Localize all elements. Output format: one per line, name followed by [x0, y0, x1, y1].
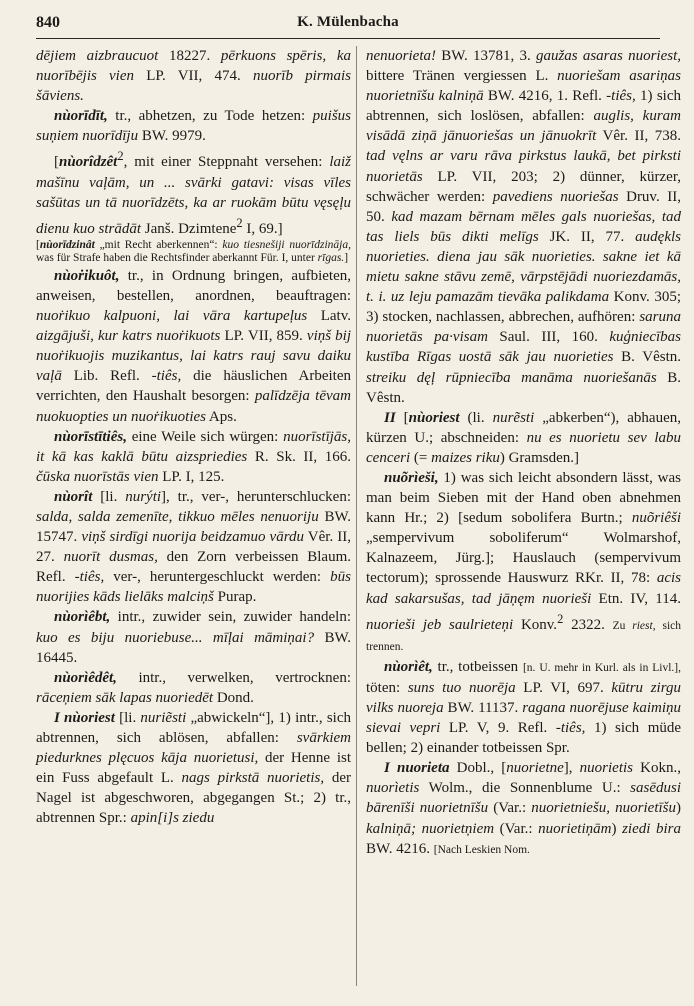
running-title: K. Mülenbacha	[297, 14, 399, 30]
dictionary-entry: nùorît [li. nurýti], tr., ver-, herunterschlucken: salda, salda zemenīte, tikkuo mēles nenuoriju BW. 15747. viņš sirdīgi nuorija beidzamuo vārdu Vêr. II, 27. nuorīt dusmas, den Zorn verbeissen Blaum. Refl. -tiês, ver-, heruntergeschluckt werden: būs nuorijies kāds lielāks malciņš Purap.	[36, 488, 352, 606]
dictionary-entry: nenuorieta! BW. 13781, 3. gaužas asaras nuoriest, bittere Tränen vergiessen L. nuoriešam asariņas nuorietnīšu kalniņā BW. 4216, 1. Refl. -tiês, 1) sich abtrennen, sich loslösen, abfallen: auglis, kuram visādā ziņā jānuoriešas un jānuokrīt Vêr. II, 738. tad vęlns ar varu rāva pirkstus laukā, bet pirksti nuorietās LP. VII, 203; 2) dünner, kürzer, schwächer werden: pavediens nuoriešas Druv. II, 50. kad mazam bērnam mēles gals nuoriešas, tad tas liels būs dikti melīgs JK. II, 77. audękls nuorieties. diena jau sāk nuorieties. sakne iet kā mietu sakne stāvu zemē, vārpstējādi nuoriezdamās, t. i. uz leju pamazām tievāka palikdama Konv. 305; 3) stocken, nachlassen, abbrechen, aufhören: saruna nuorietās pa·visam Saul. III, 160. kuģniecības kustība Rīgas uostā sāk jau nuorieties B. Vêstn. streiku dęļ rūpniecība manāma nuoriešanās B. Vêstn.	[366, 48, 682, 406]
column-divider	[356, 46, 357, 986]
dictionary-entry: nùorīdīt, tr., abhetzen, zu Tode hetzen: puišus suņiem nuorīdīju BW. 9979.	[36, 108, 351, 145]
dictionary-entry: nùorìêt, tr., totbeissen [n. U. mehr in Kurl. als in Livl.], töten: suns tuo nuorēja LP. VI, 697. kūtru zirgu vilks nuoreja BW. 11137. ragana nuorējuse kaimiņu sievai vepri LP. V, 9. Refl. -tiês, 1) sich müde bellen; 2) einander totbeissen Spr.	[366, 658, 682, 757]
dictionary-entry: [nùorīdzinât „mit Recht aberkennen“: kuo tiesnešiji nuorīdzināja, was für Strafe haben die Rechtsfinder aberkannt Für. I, unter rīgas.]	[36, 238, 351, 265]
dictionary-entry: nùorìêbt, intr., zuwider sein, zuwider handeln: kuo es biju nuoriebuse... mīļai māmiņai? BW. 16445.	[36, 609, 351, 666]
dictionary-entry: I nùoriest [li. nuriẽsti „abwickeln“], 1) intr., sich abtrennen, sich ablösen, abfallen: svārkiem piedurknes plęcuos kāja nuorietusi, der Henne ist ein Fuss abgefault L. nags pirkstā nuorietis, der Nagel ist abgeschworen, abgegangen St.; 2) tr., abtrennen Spr.: apin[i]s ziedu	[36, 709, 352, 827]
dictionary-entry: nùoṙikuôt, tr., in Ordnung bringen, aufbieten, anweisen, bestellen, anordnen, beauftragen: nuoṙikuo kalpuoni, lai vāra kartupeļus Latv. aizgājuši, kur katrs nuoṙikuots LP. VII, 859. viņš bij nuoṙikuojis muzikantus, lai katrs rauj savu daiku vaļā Lib. Refl. -tiês, die häuslichen Arbeiten verrichten, den Haushalt besorgen: palīdzēja tēvam nuokuopties un nuoṙikuoties Aps.	[36, 267, 352, 425]
page-header	[36, 12, 660, 39]
dictionary-entry: nuõrìeši, 1) was sich leicht absondern lässt, was man beim Sieben mit der Hand oben abnehmen kann Hr.; 2) [sedum sobolifera Burtn.; nuõriêši „sempervivum soboliferum“ Wolmarshof, Kalnazeem, Jürg.]; Hauslauch (sempervivum tectorum); sprossende Hauswurz RKr. II, 78: acis kad sakarsušas, tad jāņęm nuorieši Etn. IV, 114. nuorieši jeb saulrieteņi Konv.$^2$ 2322. Zu riest, sich trennen.	[366, 469, 682, 653]
dictionary-entry: I nuorieta Dobl., [nuorietne], nuorietis Kokn., nuorìetis Wolm., die Sonnenblume U.: sasēdusi bārenīši nuorietnīšu (Var.: nuorietniešu, nuorietīšu) kalniņā; nuorietņiem (Var.: nuorietiņām) ziedi bira BW. 4216. [Nach Leskien Nom.	[366, 760, 681, 857]
dictionary-entry: dējiem aizbraucuot 18227. pērkuons spēris, ka nuorībējis vien LP. VII, 474. nuorīb pirmais šāviens.	[36, 48, 351, 105]
dictionary-entry: II [nùoriest (li. nurẽsti „abkerben“), abhauen, kürzen U.; abschneiden: nu es nuorietu sev labu cenceri (= maizes riku) Gramsden.]	[366, 409, 681, 466]
right-column	[366, 46, 681, 860]
page-number: 840	[36, 14, 60, 31]
dictionary-entry: [nùorîdzêt$^2$, mit einer Steppnaht versehen: laiž mašīnu vaļām, un ... svārki gatavi: visas vīles sašūtas un tā nuorīdzēts, ka ar ruokām būtu vęsęļu dienu kuo strādāt Janš. Dzimtene$^2$ I, 69.]	[36, 149, 351, 237]
dictionary-entry: nùorīstītiês, eine Weile sich würgen: nuorīstījās, it kā kas kaklā būtu aizspriedies R. Sk. II, 166. čūska nuorīstās vien LP. I, 125.	[36, 428, 351, 485]
left-column	[36, 46, 351, 828]
dictionary-entry: nùorìêdêt, intr., verwelken, vertrocknen: rāceņiem sāk lapas nuoriedēt Dond.	[36, 669, 351, 706]
